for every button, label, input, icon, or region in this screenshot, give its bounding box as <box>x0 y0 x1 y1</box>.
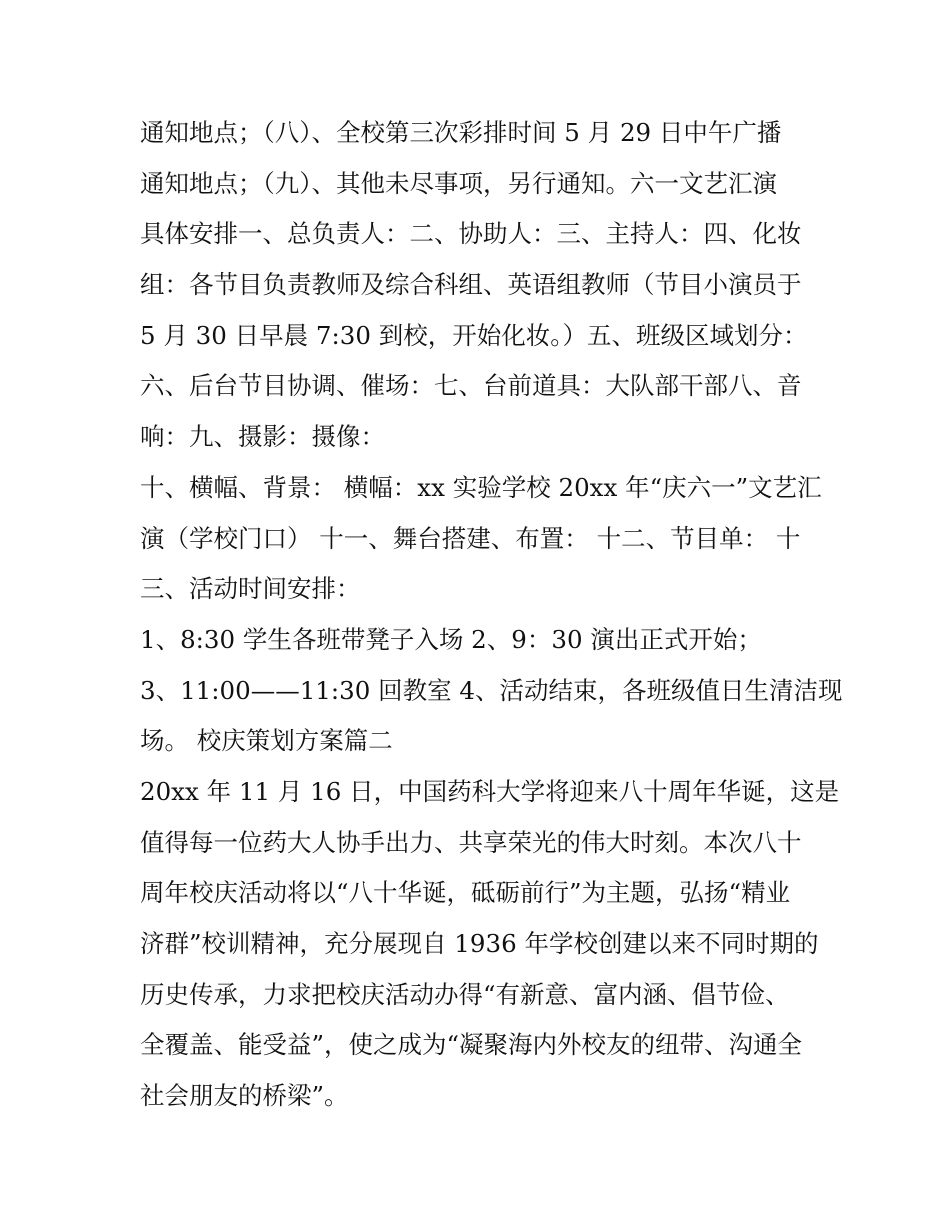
text-line: 通知地点；（八）、全校第三次彩排时间 5 月 29 日中午广播 <box>140 118 782 147</box>
text-line: 具体安排一、总负责人：二、协助人：三、主持人：四、化妆 <box>140 219 802 249</box>
text-line: 1、8:30 学生各班带凳子入场 2、9：30 演出正式开始； <box>140 624 762 654</box>
text-line: 通知地点；（九）、其他未尽事项，另行通知。六一文艺汇演 <box>140 168 777 198</box>
text-line: 六、后台节目协调、催场：七、台前道具：大队部干部八、音 <box>140 371 802 401</box>
text-line: 三、活动时间安排： <box>140 574 361 604</box>
section-heading-line: 场。 校庆策划方案篇二 <box>140 726 393 756</box>
text-line: 全覆盖、能受益”，使之成为“凝聚海内外校友的纽带、沟通全 <box>140 1030 803 1060</box>
text-line: 值得每一位药大人协手出力、共享荣光的伟大时刻。本次八十 <box>140 827 802 857</box>
text-line: 组：各节目负责教师及综合科组、英语组教师（节目小演员于 <box>140 270 802 300</box>
text-line: 响：九、摄影：摄像： <box>140 422 385 452</box>
text-line: 周年校庆活动将以“八十华诞，砥砺前行”为主题，弘扬“精业 <box>140 878 791 908</box>
document-body <box>140 108 843 1122</box>
text-line: 济群”校训精神，充分展现自 1936 年学校创建以来不同时期的 <box>140 929 819 958</box>
text-line: 20xx 年 11 月 16 日，中国药科大学将迎来八十周年华诞，这是 <box>140 776 840 806</box>
text-line: 历史传承，力求把校庆活动办得“有新意、富内涵、倡节俭、 <box>140 979 790 1009</box>
text-line: 3、11:00——11:30 回教室 4、活动结束，各班级值日生清洁现 <box>140 675 843 705</box>
text-line: 十、横幅、背景： 横幅：xx 实验学校 20xx 年“庆六一”文艺汇 <box>140 472 822 502</box>
text-line: 社会朋友的桥梁”。 <box>140 1081 349 1111</box>
text-line: 演（学校门口） 十一、舞台搭建、布置： 十二、节目单： 十 <box>140 523 801 553</box>
text-line: 5 月 30 日早晨 7:30 到校，开始化妆。）五、班级区域划分： <box>140 320 808 350</box>
